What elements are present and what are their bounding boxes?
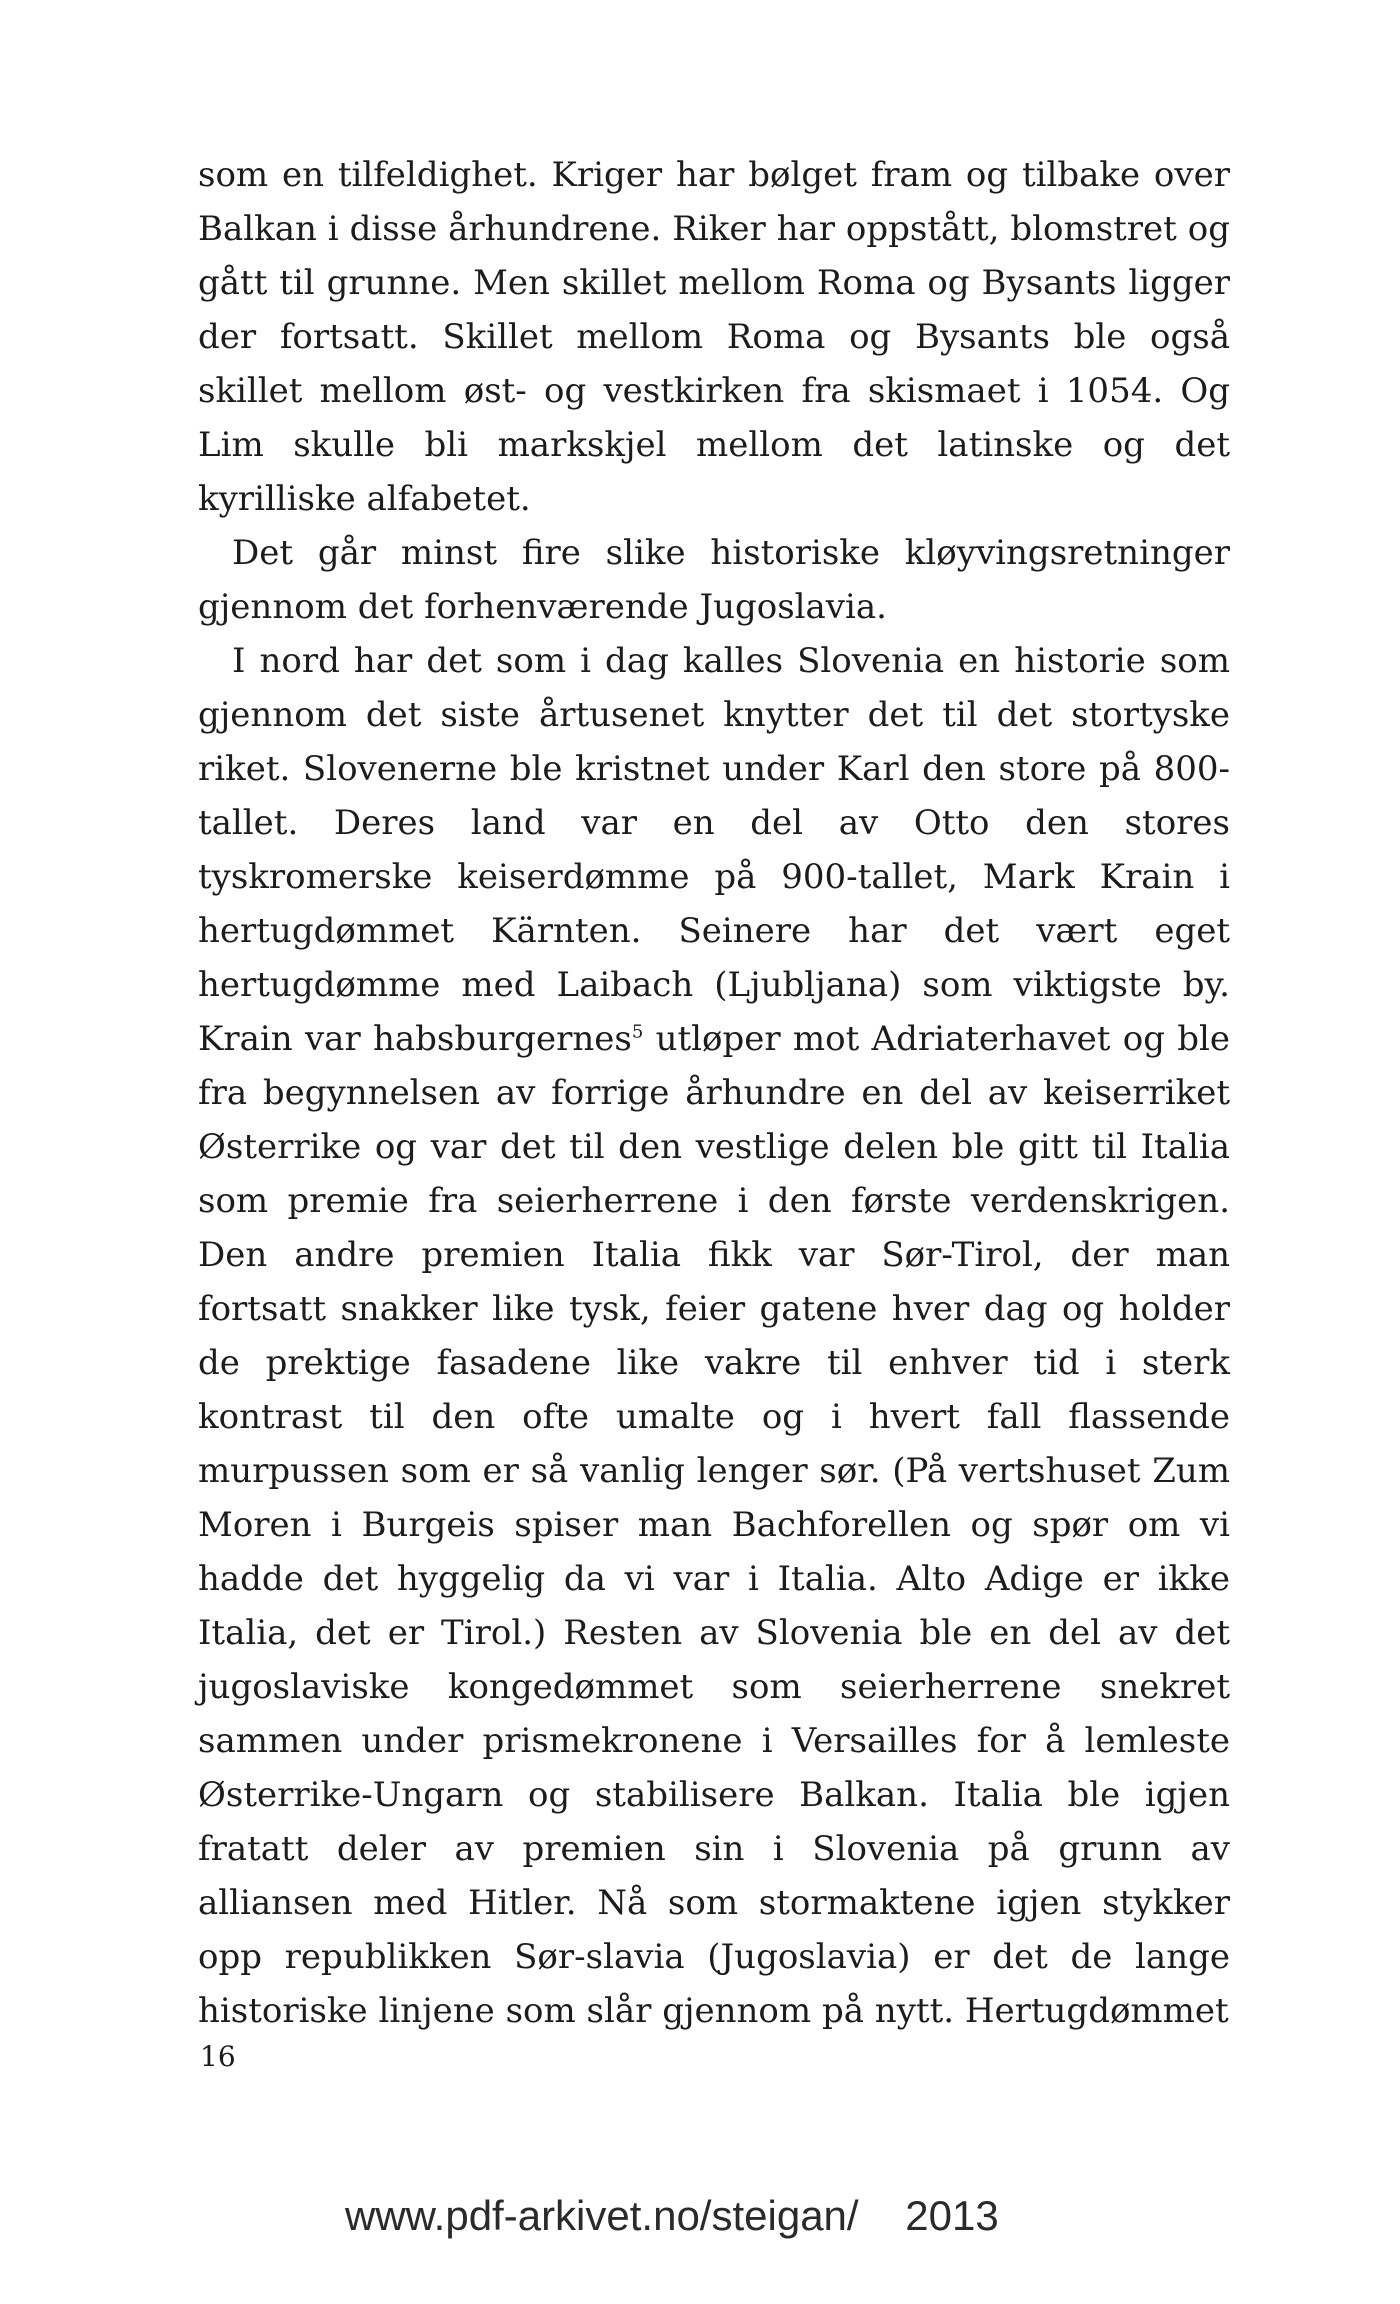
page-number: 16	[200, 2040, 236, 2073]
watermark-year: 2013	[905, 2192, 999, 2239]
paragraph-3-part-1: I nord har det som i dag kalles Slovenia en historie som gjennom det siste årtusenet knytter det til det stortyske riket. Slovenerne ble kristnet under Karl den store på 800-tallet. Deres land var en del av Otto den stores tyskromerske keiserdømme på 900-tallet, Mark Krain i hertugdømmet Kärnten. Seinere har det vært eget hertugdømme med Laibach (Ljubljana) som viktigste by. Krain var habsburgernes	[198, 641, 1230, 1059]
source-watermark	[345, 2192, 999, 2240]
paragraph-2: Det går minst fire slike historiske kløyvingsretninger gjennom det forhenværende Jugoslavia.	[198, 533, 1230, 627]
paragraph-1: som en tilfeldighet. Kriger har bølget fram og tilbake over Balkan i disse århundrene. Riker har oppstått, blomstret og gått til grunne. Men skillet mellom Roma og Bysants ligger der fortsatt. Skillet mellom Roma og Bysants ble også skillet mellom øst- og vestkirken fra skismaet i 1054. Og Lim skulle bli markskjel mellom det latinske og det kyrilliske alfabetet.	[198, 155, 1230, 519]
paragraph-3	[198, 634, 1230, 2038]
paragraph-3-part-2: utløper mot Adriaterhavet og ble fra begynnelsen av forrige århundre en del av keiserriket Østerrike og var det til den vestlige delen ble gitt til Italia som premie fra seierherrene i den første verdenskrigen. Den andre premien Italia fikk var Sør-Tirol, der man fortsatt snakker like tysk, feier gatene hver dag og holder de prektige fasadene like vakre til enhver tid i sterk kontrast til den ofte umalte og i hvert fall flassende murpussen som er så vanlig lenger sør. (På vertshuset Zum Moren i Burgeis spiser man Bachforellen og spør om vi hadde det hyggelig da vi var i Italia. Alto Adige er ikke Italia, det er Tirol.) Resten av Slovenia ble en del av det jugoslaviske kongedømmet som seierherrene snekret sammen under prismekronene i Versailles for å lemleste Østerrike-Ungarn og stabilisere Balkan. Italia ble igjen fratatt deler av premien sin i Slovenia på grunn av alliansen med Hitler. Nå som stormaktene igjen stykker opp republikken Sør-slavia (Jugoslavia) er det de lange historiske linjene som slår gjennom på nytt. Hertugdømmet	[198, 1019, 1230, 2031]
watermark-url: www.pdf-arkivet.no/steigan/	[345, 2192, 859, 2239]
footnote-reference[interactable]: 5	[631, 1021, 644, 1043]
body-text	[198, 148, 1230, 2038]
